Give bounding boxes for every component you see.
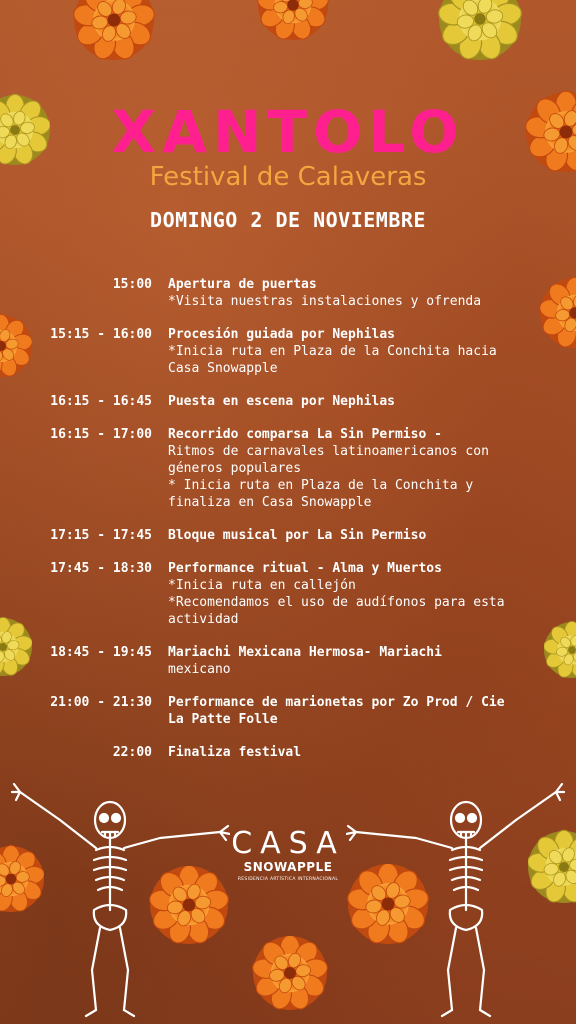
schedule-description: *Inicia ruta en Plaza de la Conchita hacia Casa Snowapple <box>168 344 497 376</box>
schedule-body <box>168 426 508 511</box>
schedule-body <box>168 326 508 377</box>
schedule-title: Performance ritual - Alma y Muertos <box>168 561 442 576</box>
schedule-item <box>0 694 576 728</box>
schedule-item <box>0 527 576 544</box>
schedule-description: *Visita nuestras instalaciones y ofrenda <box>168 294 482 309</box>
festival-title: XANTOLO <box>111 98 465 166</box>
schedule-title: Mariachi Mexicana Hermosa- Mariachi <box>168 645 442 660</box>
schedule-body <box>168 694 508 728</box>
schedule-item <box>0 744 576 761</box>
marigold-flower-icon <box>438 0 522 60</box>
schedule-body <box>168 744 508 761</box>
schedule-title: Finaliza festival <box>168 745 302 760</box>
schedule-item <box>0 393 576 410</box>
schedule-title: Puesta en escena por Nephilas <box>168 394 395 409</box>
schedule-time: 17:15 - 17:45 <box>50 528 152 543</box>
schedule-time: 16:15 - 17:00 <box>50 427 152 442</box>
schedule-time: 16:15 - 16:45 <box>50 394 152 409</box>
schedule-body <box>168 276 508 310</box>
schedule-description: *Inicia ruta en callejón *Recomendamos el uso de audífonos para esta actividad <box>168 578 505 627</box>
schedule-time: 15:15 - 16:00 <box>50 327 152 342</box>
logo-tagline: RESIDENCIA ARTÍSTICA INTERNACIONAL <box>237 877 339 882</box>
festival-subtitle: Festival de Calaveras <box>149 162 427 192</box>
schedule-body <box>168 644 508 678</box>
schedule-list <box>0 276 576 777</box>
schedule-title: Procesión guiada por Nephilas <box>168 327 395 342</box>
schedule-description: Ritmos de carnavales latinoamericanos con géneros populares * Inicia ruta en Plaza de la Conchita y finaliza en Casa Snowapple <box>168 444 489 510</box>
schedule-item <box>0 426 576 511</box>
schedule-item <box>0 644 576 678</box>
schedule-item <box>0 560 576 628</box>
schedule-time: 21:00 - 21:30 <box>50 695 152 710</box>
event-date: DOMINGO 2 DE NOVIEMBRE <box>150 208 426 232</box>
schedule-time: 17:45 - 18:30 <box>50 561 152 576</box>
schedule-body <box>168 527 508 544</box>
schedule-time: 15:00 <box>112 277 152 292</box>
marigold-flower-icon <box>256 0 330 40</box>
skeleton-right-icon <box>346 780 566 1024</box>
schedule-title: Apertura de puertas <box>168 277 317 292</box>
header <box>0 100 576 232</box>
logo-main-text: CASA <box>231 826 345 861</box>
schedule-title: Performance de marionetas por Zo Prod / Cie La Patte Folle <box>168 695 505 727</box>
skeleton-left-icon <box>10 780 230 1024</box>
schedule-title: Recorrido comparsa La Sin Permiso - <box>168 427 442 442</box>
schedule-description: mexicano <box>168 662 231 677</box>
schedule-body <box>168 393 508 410</box>
schedule-item <box>0 326 576 377</box>
marigold-flower-icon <box>72 0 156 60</box>
casa-snowapple-logo <box>228 828 348 882</box>
schedule-item <box>0 276 576 310</box>
logo-sub-text: SNOWAPPLE <box>243 860 333 874</box>
schedule-title: Bloque musical por La Sin Permiso <box>168 528 427 543</box>
schedule-time: 22:00 <box>112 745 152 760</box>
schedule-body <box>168 560 508 628</box>
marigold-flower-icon <box>252 936 328 1010</box>
schedule-time: 18:45 - 19:45 <box>50 645 152 660</box>
